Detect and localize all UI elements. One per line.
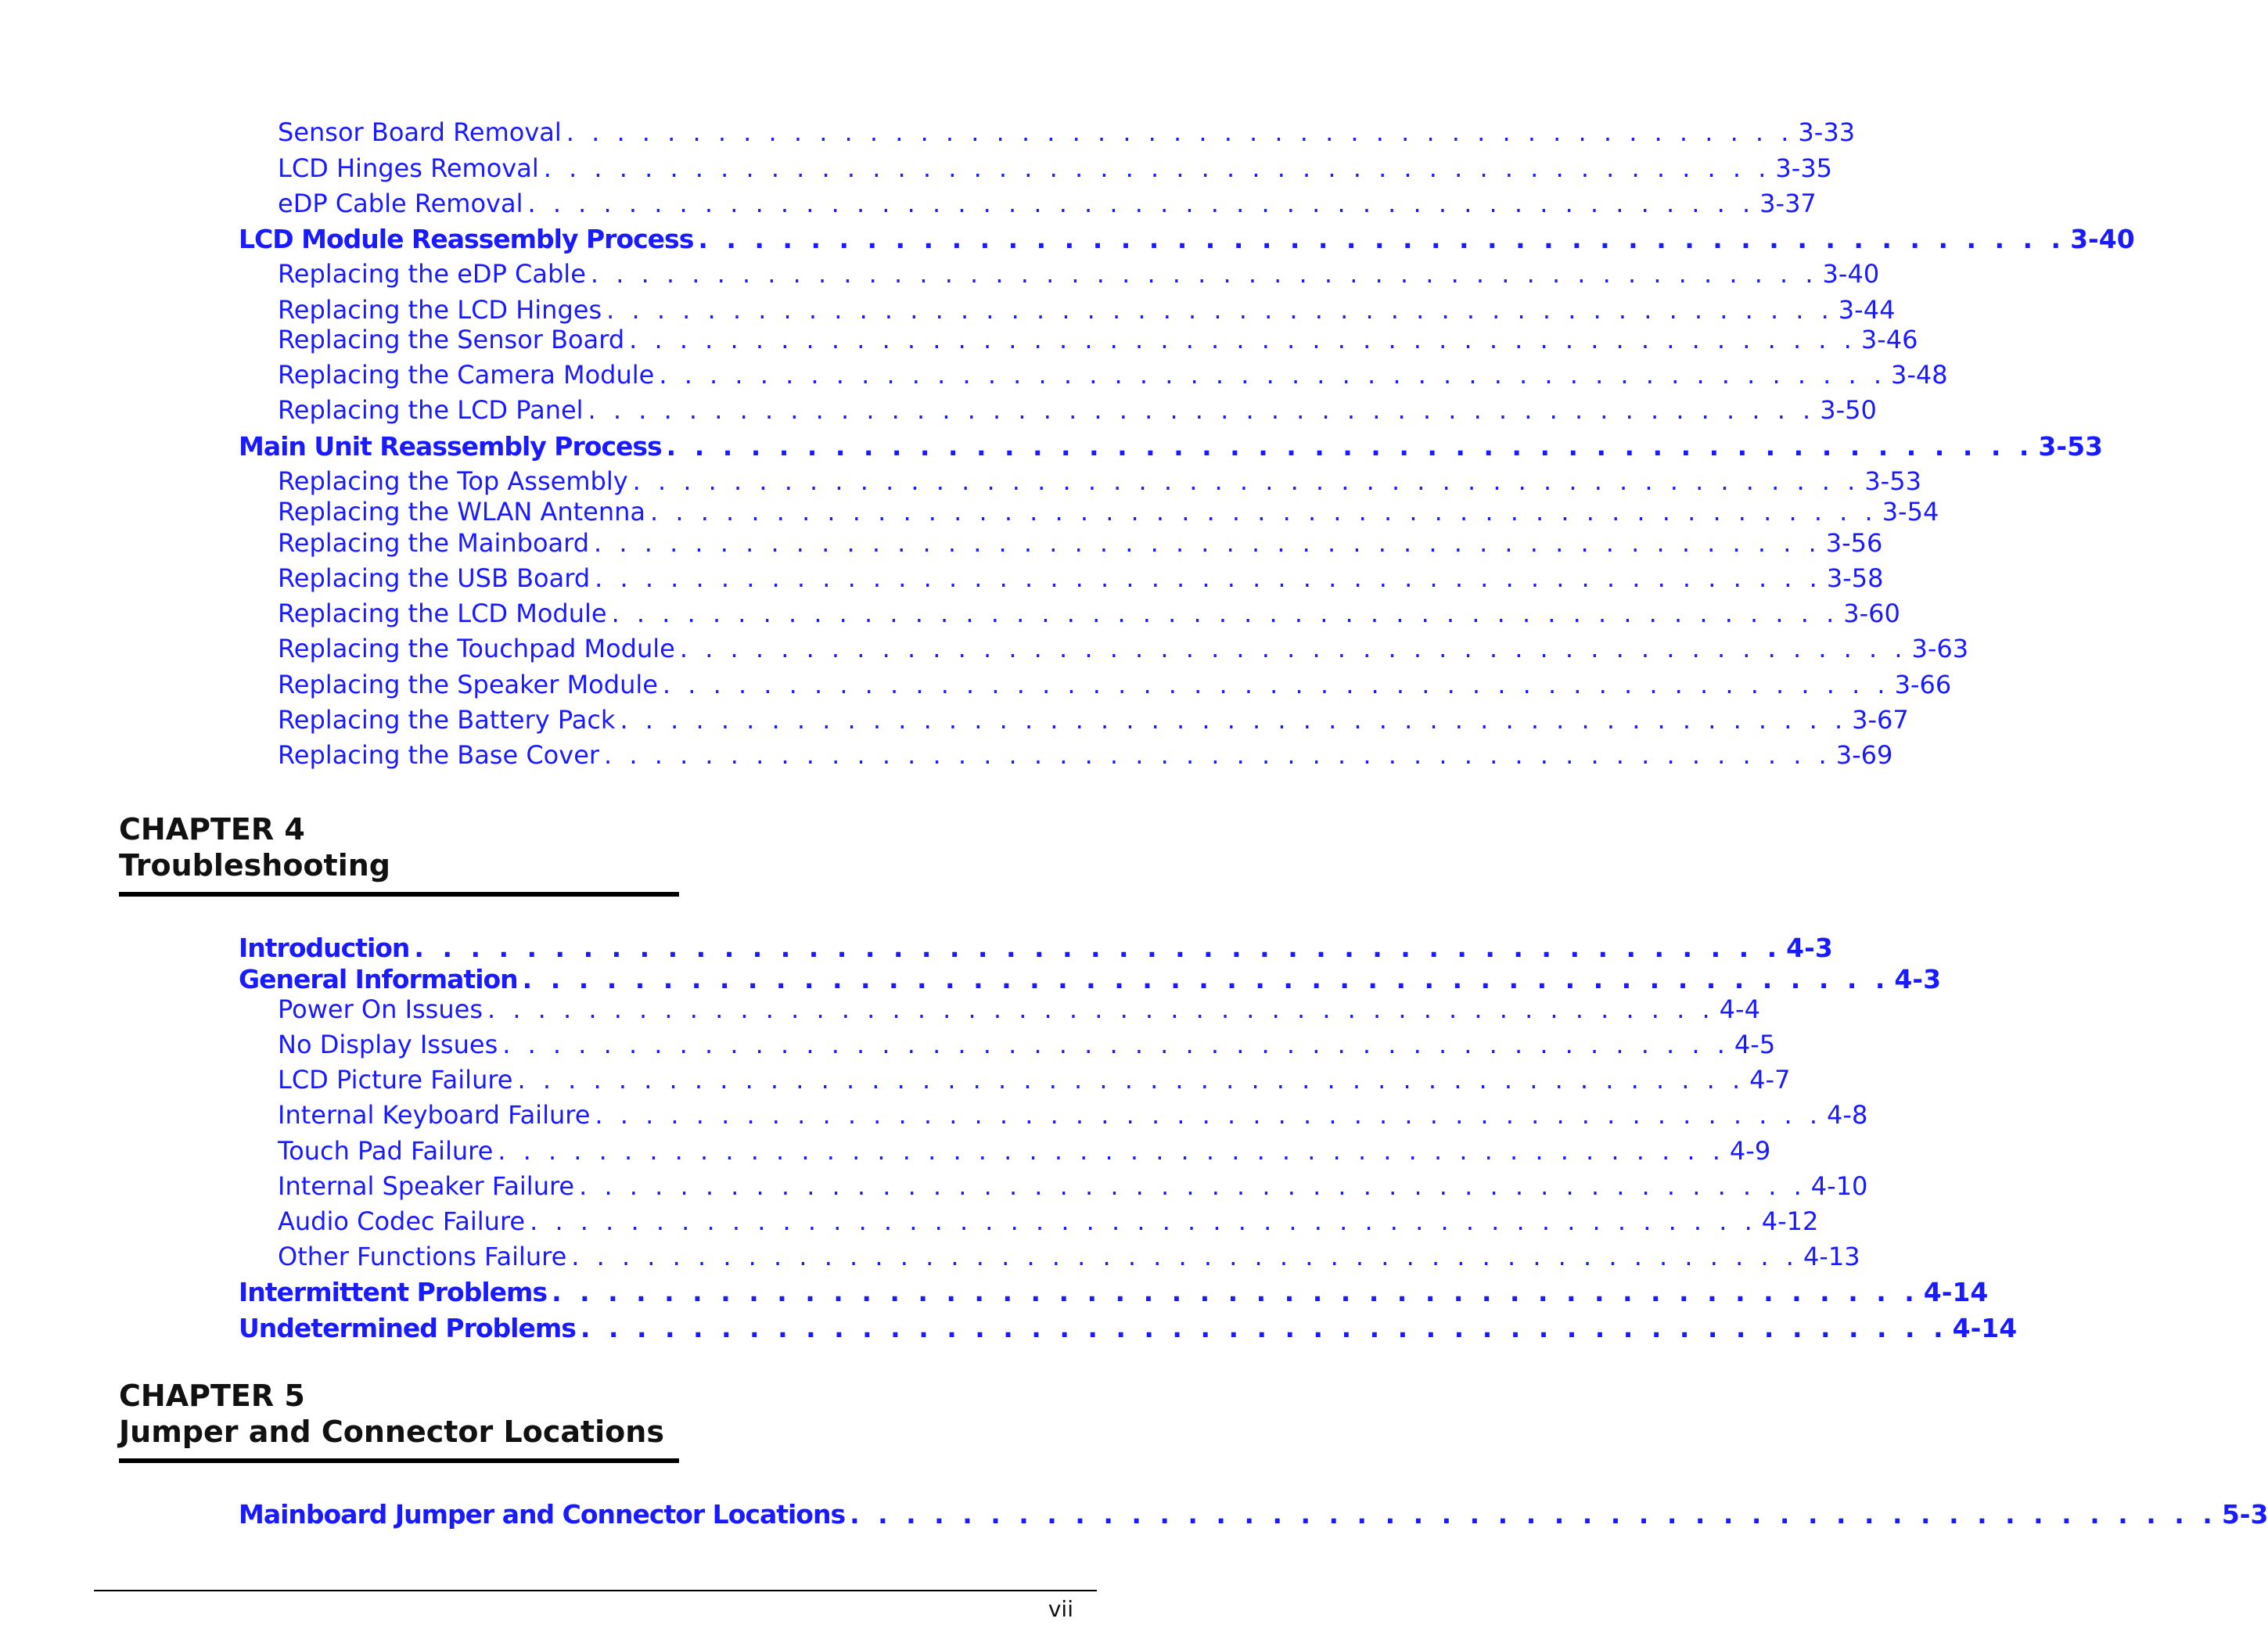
toc-entry-page: 3-37 (1759, 189, 1817, 218)
footer-rule (94, 1590, 1097, 1591)
toc-entry-mainboard-jumper-connector-locations[interactable] (239, 1499, 2268, 1530)
toc-entry-page: 4-13 (1803, 1242, 1860, 1271)
toc-entry-title: Replacing the Top Assembly (278, 466, 628, 496)
chapter-4-rule (119, 892, 679, 897)
toc-entry-undetermined-problems[interactable] (239, 1313, 2018, 1343)
toc-entry-title: Internal Keyboard Failure (278, 1100, 591, 1130)
toc-entry-title: Introduction (239, 933, 410, 963)
toc-entry-edp-cable-removal[interactable] (278, 189, 1817, 218)
toc-entry-page: 4-3 (1894, 964, 1942, 994)
dot-leader: . . . . . . . . . . . . . . . . . . . . . . . . . . . . . . . . . . . . . . . . . . . . . . . . . (579, 1171, 1806, 1201)
dot-leader: . . . . . . . . . . . . . . . . . . . . . . . . . . . . . . . . . . . . . . . . . . . . . . . . . (530, 1206, 1757, 1236)
toc-entry-title: Replacing the Mainboard (278, 528, 590, 558)
toc-entry-page: 3-46 (1860, 325, 1918, 354)
toc-entry-replacing-base-cover[interactable] (278, 740, 1893, 770)
toc-entry-title: Replacing the LCD Panel (278, 395, 584, 425)
toc-entry-title: Replacing the Touchpad Module (278, 634, 675, 663)
dot-leader: . . . . . . . . . . . . . . . . . . . . . . . . . . . . . . . . . . . . . . . . . . . . . . . . . (659, 360, 1887, 390)
dot-leader: . . . . . . . . . . . . . . . . . . . . . . . . . . . . . . . . . . . . . . . . . . . . . . . . . (571, 1242, 1799, 1271)
dot-leader: . . . . . . . . . . . . . . . . . . . . . . . . . . . . . . . . . . . . . . . . . . . . . . . . . (611, 599, 1839, 628)
chapter-title: Troubleshooting (119, 848, 390, 883)
toc-entry-page: 3-35 (1775, 153, 1833, 183)
toc-entry-internal-keyboard-failure[interactable] (278, 1100, 1868, 1130)
toc-entry-lcd-picture-failure[interactable] (278, 1065, 1791, 1095)
toc-entry-title: Replacing the eDP Cable (278, 259, 586, 289)
toc-entry-page: 3-56 (1825, 528, 1883, 558)
toc-entry-main-unit-reassembly-process[interactable] (239, 431, 2103, 462)
toc-entry-page: 3-53 (1864, 466, 1921, 496)
toc-entry-title: Power On Issues (278, 994, 483, 1024)
toc-entry-title: Replacing the Base Cover (278, 740, 600, 770)
toc-entry-page: 3-58 (1826, 563, 1884, 593)
toc-entry-title: Main Unit Reassembly Process (239, 431, 662, 462)
dot-leader: . . . . . . . . . . . . . . . . . . . . . . . . . . . . . . . . . . . . . . . . . . . . . . . . . (552, 1277, 1919, 1307)
toc-entry-page: 3-67 (1852, 705, 1909, 735)
toc-entry-page: 3-44 (1838, 295, 1896, 325)
chapter-4-heading (119, 812, 390, 883)
toc-entry-title: Replacing the Sensor Board (278, 325, 625, 354)
toc-entry-page: 4-8 (1827, 1100, 1868, 1130)
toc-entry-title: Other Functions Failure (278, 1242, 567, 1271)
toc-entry-touch-pad-failure[interactable] (278, 1136, 1771, 1166)
toc-entry-title: No Display Issues (278, 1030, 498, 1059)
toc-entry-title: Intermittent Problems (239, 1277, 548, 1307)
toc-entry-replacing-speaker-module[interactable] (278, 670, 1952, 699)
dot-leader: . . . . . . . . . . . . . . . . . . . . . . . . . . . . . . . . . . . . . . . . . . . . . . . . . (620, 705, 1848, 735)
toc-entry-lcd-hinges-removal[interactable] (278, 153, 1833, 183)
toc-entry-title: Undetermined Problems (239, 1313, 576, 1343)
dot-leader: . . . . . . . . . . . . . . . . . . . . . . . . . . . . . . . . . . . . . . . . . . . . . . . . . (487, 994, 1715, 1024)
toc-entry-replacing-lcd-hinges[interactable] (278, 295, 1896, 325)
toc-entry-no-display-issues[interactable] (278, 1030, 1776, 1059)
toc-entry-page: 4-4 (1719, 994, 1760, 1024)
dot-leader: . . . . . . . . . . . . . . . . . . . . . . . . . . . . . . . . . . . . . . . . . . . . . . . . . (566, 117, 1794, 147)
toc-entry-page: 4-12 (1761, 1206, 1819, 1236)
chapter-label: CHAPTER 4 (119, 812, 305, 847)
dot-leader: . . . . . . . . . . . . . . . . . . . . . . . . . . . . . . . . . . . . . . . . . . . . . . . . . (517, 1065, 1745, 1095)
dot-leader: . . . . . . . . . . . . . . . . . . . . . . . . . . . . . . . . . . . . . . . . . . . . . . . . . (666, 431, 2034, 462)
toc-entry-introduction[interactable] (239, 933, 1833, 963)
dot-leader: . . . . . . . . . . . . . . . . . . . . . . . . . . . . . . . . . . . . . . . . . . . . . . . . . (595, 563, 1822, 593)
chapter-label: CHAPTER 5 (119, 1379, 305, 1413)
dot-leader: . . . . . . . . . . . . . . . . . . . . . . . . . . . . . . . . . . . . . . . . . . . . . . . . . (502, 1030, 1730, 1059)
dot-leader: . . . . . . . . . . . . . . . . . . . . . . . . . . . . . . . . . . . . . . . . . . . . . . . . . (679, 634, 1907, 663)
dot-leader: . . . . . . . . . . . . . . . . . . . . . . . . . . . . . . . . . . . . . . . . . . . . . . . . . (543, 153, 1771, 183)
toc-entry-replacing-usb-board[interactable] (278, 563, 1884, 593)
dot-leader: . . . . . . . . . . . . . . . . . . . . . . . . . . . . . . . . . . . . . . . . . . . . . . . . . (850, 1499, 2217, 1530)
toc-entry-replacing-sensor-board[interactable] (278, 325, 1918, 354)
toc-entry-power-on-issues[interactable] (278, 994, 1760, 1024)
dot-leader: . . . . . . . . . . . . . . . . . . . . . . . . . . . . . . . . . . . . . . . . . . . . . . . . . (498, 1136, 1725, 1166)
toc-entry-replacing-edp-cable[interactable] (278, 259, 1880, 289)
toc-entry-page: 3-54 (1882, 497, 1939, 527)
toc-entry-page: 4-14 (1923, 1277, 1989, 1307)
toc-entry-replacing-battery-pack[interactable] (278, 705, 1909, 735)
toc-entry-title: Audio Codec Failure (278, 1206, 526, 1236)
dot-leader: . . . . . . . . . . . . . . . . . . . . . . . . . . . . . . . . . . . . . . . . . . . . . . . . . (606, 295, 1834, 325)
toc-entry-lcd-module-reassembly-process[interactable] (239, 224, 2135, 254)
toc-entry-page: 3-69 (1835, 740, 1893, 770)
toc-entry-title: Sensor Board Removal (278, 117, 562, 147)
toc-entry-page: 3-60 (1843, 599, 1900, 628)
dot-leader: . . . . . . . . . . . . . . . . . . . . . . . . . . . . . . . . . . . . . . . . . . . . . . . . . (632, 466, 1860, 496)
toc-entry-title: Replacing the LCD Module (278, 599, 607, 628)
toc-entry-replacing-lcd-module[interactable] (278, 599, 1900, 628)
toc-entry-page: 3-53 (2038, 431, 2103, 462)
chapter-title: Jumper and Connector Locations (119, 1415, 664, 1449)
toc-entry-page: 3-50 (1820, 395, 1877, 425)
toc-entry-replacing-mainboard[interactable] (278, 528, 1883, 558)
dot-leader: . . . . . . . . . . . . . . . . . . . . . . . . . . . . . . . . . . . . . . . . . . . . . . . . . (594, 528, 1821, 558)
toc-entry-replacing-wlan-antenna[interactable] (278, 497, 1939, 527)
dot-leader: . . . . . . . . . . . . . . . . . . . . . . . . . . . . . . . . . . . . . . . . . . . . . . . . . (662, 670, 1890, 699)
toc-entry-replacing-touchpad-module[interactable] (278, 634, 1969, 663)
dot-leader: . . . . . . . . . . . . . . . . . . . . . . . . . . . . . . . . . . . . . . . . . . . . . . . . . (580, 1313, 1948, 1343)
toc-entry-page: 3-40 (2070, 224, 2135, 254)
dot-leader: . . . . . . . . . . . . . . . . . . . . . . . . . . . . . . . . . . . . . . . . . . . . . . . . . (595, 1100, 1823, 1130)
toc-entry-sensor-board-removal[interactable] (278, 117, 1856, 147)
dot-leader: . . . . . . . . . . . . . . . . . . . . . . . . . . . . . . . . . . . . . . . . . . . . . . . . . (590, 259, 1818, 289)
toc-entry-page: 4-7 (1749, 1065, 1791, 1095)
chapter-5-heading (119, 1379, 664, 1449)
dot-leader: . . . . . . . . . . . . . . . . . . . . . . . . . . . . . . . . . . . . . . . . . . . . . . . . . (414, 933, 1782, 963)
toc-entry-title: eDP Cable Removal (278, 189, 523, 218)
toc-entry-replacing-camera-module[interactable] (278, 360, 1948, 390)
dot-leader: . . . . . . . . . . . . . . . . . . . . . . . . . . . . . . . . . . . . . . . . . . . . . . . . . (588, 395, 1816, 425)
toc-entry-title: General Information (239, 964, 518, 994)
toc-entry-title: LCD Picture Failure (278, 1065, 513, 1095)
toc-entry-page: 3-63 (1911, 634, 1969, 663)
toc-entry-page: 4-10 (1810, 1171, 1868, 1201)
toc-entry-replacing-top-assembly[interactable] (278, 466, 1921, 496)
toc-entry-title: Internal Speaker Failure (278, 1171, 575, 1201)
toc-entry-replacing-lcd-panel[interactable] (278, 395, 1877, 425)
toc-entry-page: 5-3 (2221, 1499, 2268, 1530)
toc-entry-page: 3-48 (1891, 360, 1948, 390)
dot-leader: . . . . . . . . . . . . . . . . . . . . . . . . . . . . . . . . . . . . . . . . . . . . . . . . . (604, 740, 1831, 770)
dot-leader: . . . . . . . . . . . . . . . . . . . . . . . . . . . . . . . . . . . . . . . . . . . . . . . . . (527, 189, 1756, 218)
toc-entry-other-functions-failure[interactable] (278, 1242, 1860, 1271)
chapter-5-rule (119, 1458, 679, 1463)
toc-entry-page: 3-33 (1798, 117, 1856, 147)
toc-entry-title: Replacing the USB Board (278, 563, 591, 593)
toc-entry-title: Replacing the Camera Module (278, 360, 655, 390)
page-number: vii (1048, 1596, 1073, 1622)
toc-entry-page: 3-66 (1894, 670, 1952, 699)
toc-entry-title: LCD Hinges Removal (278, 153, 539, 183)
toc-entry-title: Touch Pad Failure (278, 1136, 494, 1166)
dot-leader: . . . . . . . . . . . . . . . . . . . . . . . . . . . . . . . . . . . . . . . . . . . . . . . . . (650, 497, 1878, 527)
toc-entry-page: 4-14 (1952, 1313, 2018, 1343)
toc-entry-intermittent-problems[interactable] (239, 1277, 1989, 1307)
toc-entry-title: LCD Module Reassembly Process (239, 224, 694, 254)
dot-leader: . . . . . . . . . . . . . . . . . . . . . . . . . . . . . . . . . . . . . . . . . . . . . . . . . (522, 964, 1890, 994)
toc-entry-title: Replacing the WLAN Antenna (278, 497, 646, 527)
toc-entry-audio-codec-failure[interactable] (278, 1206, 1819, 1236)
toc-entry-title: Replacing the LCD Hinges (278, 295, 602, 325)
toc-entry-title: Replacing the Battery Pack (278, 705, 616, 735)
toc-entry-page: 3-40 (1822, 259, 1880, 289)
toc-entry-title: Replacing the Speaker Module (278, 670, 658, 699)
toc-entry-page: 4-3 (1786, 933, 1833, 963)
toc-entry-general-information[interactable] (239, 964, 1942, 994)
toc-entry-internal-speaker-failure[interactable] (278, 1171, 1868, 1201)
toc-entry-page: 4-5 (1734, 1030, 1776, 1059)
dot-leader: . . . . . . . . . . . . . . . . . . . . . . . . . . . . . . . . . . . . . . . . . . . . . . . . . (698, 224, 2066, 254)
toc-entry-page: 4-9 (1729, 1136, 1771, 1166)
dot-leader: . . . . . . . . . . . . . . . . . . . . . . . . . . . . . . . . . . . . . . . . . . . . . . . . . (629, 325, 1856, 354)
toc-entry-title: Mainboard Jumper and Connector Locations (239, 1499, 846, 1530)
